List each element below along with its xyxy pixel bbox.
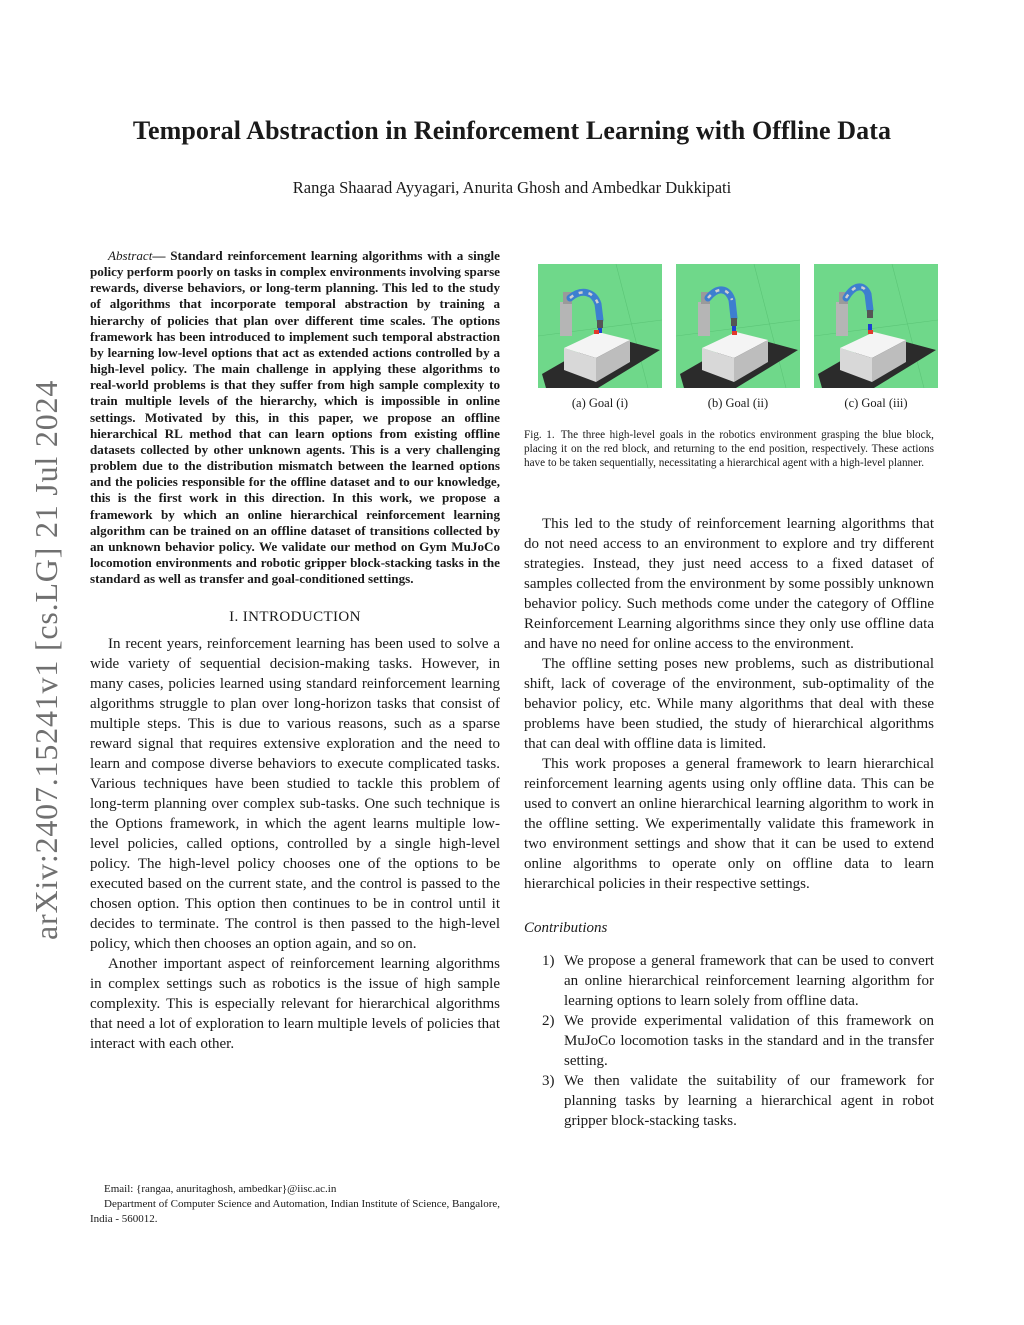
list-item-number: 1) bbox=[542, 953, 555, 970]
contributions-heading: Contributions bbox=[524, 920, 608, 937]
robot-scene-image-c bbox=[814, 264, 938, 388]
intro-paragraph: In recent years, reinforcement learning has been used to solve a wide variety of sequential decision-making tasks. However, in many cases, policies learned using standard reinforcement learning algorithms struggle to plan over long-horizon tasks that consist of multiple steps. This is due to various reasons, such as a sparse reward signal that requires extensive exploration and the need to learn and compose diverse behaviors to execute complicated tasks. Various techniques have been studied to tackle this problem of long-term planning over complex sub-tasks. One such technique is the Options framework, in which the agent learns multiple low-level policies, called options, controlled by a single high-level policy. The high-level policy chooses one of the options to be executed based on the current state, and the control is passed to the chosen option. This option then continues to be in control until it decides to terminate. The control is then passed to the high-level policy, which then chooses an option again, and so on. bbox=[90, 636, 500, 953]
body-paragraph: This work proposes a general framework to learn hierarchical reinforcement learning agents using only offline data. This can be used to convert an online hierarchical learning algorithm to work in the offline setting. We experimentally validate this framework in two environment settings and show that it can be used to extend online algorithms to operate only on offline data to learn hierarchical policies in their respective settings. bbox=[524, 756, 934, 893]
figure-label: Fig. 1. bbox=[524, 429, 555, 441]
figure-1 bbox=[524, 264, 934, 470]
figure-panel-c bbox=[814, 264, 938, 411]
robot-scene-image-a bbox=[538, 264, 662, 388]
body-paragraph: This led to the study of reinforcement learning algorithms that do not need access to an environment to explore and try different strategies. Instead, they just need access to a fixed dataset of samples collected from the environment by some possibly unknown behavior policy. Such methods come under the category of Offline Reinforcement Learning algorithms since they only use offline data and have no need for online access to the environment. bbox=[524, 516, 934, 653]
intro-paragraph: Another important aspect of reinforcement learning algorithms in complex settings such as robotics is the issue of high sample complexity. This is especially relevant for hierarchical algorithms that need a lot of exploration to learn multiple levels of policies that interact with each other. bbox=[90, 956, 500, 1053]
list-item-number: 2) bbox=[542, 1013, 555, 1030]
figure-panel-a bbox=[538, 264, 662, 411]
figure-subcaption: (c) Goal (iii) bbox=[844, 396, 908, 410]
figure-subcaption: (a) Goal (i) bbox=[571, 396, 629, 410]
abstract-separator: — bbox=[152, 248, 171, 263]
robot-scene-image-b bbox=[676, 264, 800, 388]
paper-authors: Ranga Shaarad Ayyagari, Anurita Ghosh and Ambedkar Dukkipati bbox=[292, 178, 732, 197]
footnote-affiliation: Department of Computer Science and Automation, Indian Institute of Science, Bangalore, India - 560012. bbox=[90, 1198, 500, 1225]
body-paragraph: The offline setting poses new problems, such as distributional shift, lack of coverage of the environment, sub-optimality of the behavior policy, etc. While many algorithms that deal with these problems have been studied, the study of hierarchical algorithms that can deal with offline data is limited. bbox=[524, 656, 934, 753]
abstract-label: Abstract bbox=[108, 248, 153, 263]
arxiv-id-text: arXiv:2407.15241v1 [cs.LG] 21 Jul 2024 bbox=[28, 379, 64, 940]
right-body bbox=[524, 514, 934, 1131]
list-item-text: We then validate the suitability of our framework for planning tasks by learning a hierarchical agent in robot gripper block-stacking tasks. bbox=[564, 1073, 934, 1130]
paper-title: Temporal Abstraction in Reinforcement Learning with Offline Data bbox=[132, 116, 892, 145]
list-item bbox=[524, 1011, 934, 1071]
figure-caption-text: The three high-level goals in the robotics environment grasping the blue block, placing it on the red block, and returning to the end position, respectively. These actions have to be taken sequentially, necessitating a hierarchical agent with a high-level planner. bbox=[524, 429, 934, 469]
contributions-list bbox=[524, 951, 934, 1131]
list-item-number: 3) bbox=[542, 1073, 555, 1090]
figure-panels bbox=[538, 264, 938, 411]
section-heading-introduction: I. INTRODUCTION bbox=[229, 609, 361, 626]
footnote-email: Email: {rangaa, anuritaghosh, ambedkar}@iisc.ac.in bbox=[104, 1183, 337, 1195]
list-item bbox=[524, 951, 934, 1011]
abstract-text: Standard reinforcement learning algorithms with a single policy perform poorly on tasks in complex environments involving sparse rewards, diverse behaviors, or long-term planning. This led to the study of algorithms that incorporate temporal abstraction by training a hierarchy of policies that plan over different time scales. The options framework has been introduced to implement such temporal abstraction by learning low-level options that act as extended actions controlled by a high-level policy. The main challenge in applying these algorithms to real-world problems is that they suffer from high sample complexity to train multiple levels of the hierarchy, which is impossible in online settings. Motivated by this, in this paper, we propose an offline hierarchical RL method that can learn options from existing offline datasets collected by other unknown agents. This is a very challenging problem due to the distribution mismatch between the learned options and the policies responsible for the offline dataset and to our knowledge, this is the first work in this direction. In this work, we propose a framework by which an online hierarchical reinforcement learning algorithm can be trained on an offline dataset of transitions collected by an unknown behavior policy. We validate our method on Gym MuJoCo locomotion environments and robotic gripper block-stacking tasks in the standard as well as transfer and goal-conditioned settings. bbox=[90, 248, 500, 587]
figure-panel-b bbox=[676, 264, 800, 411]
list-item-text: We provide experimental validation of this framework on MuJoCo locomotion tasks in the standard and in the transfer setting. bbox=[564, 1013, 934, 1070]
list-item bbox=[524, 1071, 934, 1131]
right-column bbox=[524, 264, 934, 1131]
list-item-text: We propose a general framework that can be used to convert an online hierarchical reinforcement learning algorithm for learning options to learn solely from offline data. bbox=[564, 953, 934, 1010]
figure-caption bbox=[524, 429, 934, 470]
footnote bbox=[90, 1182, 500, 1227]
figure-subcaption: (b) Goal (ii) bbox=[707, 396, 769, 410]
left-column bbox=[90, 248, 500, 1054]
abstract bbox=[90, 248, 500, 587]
